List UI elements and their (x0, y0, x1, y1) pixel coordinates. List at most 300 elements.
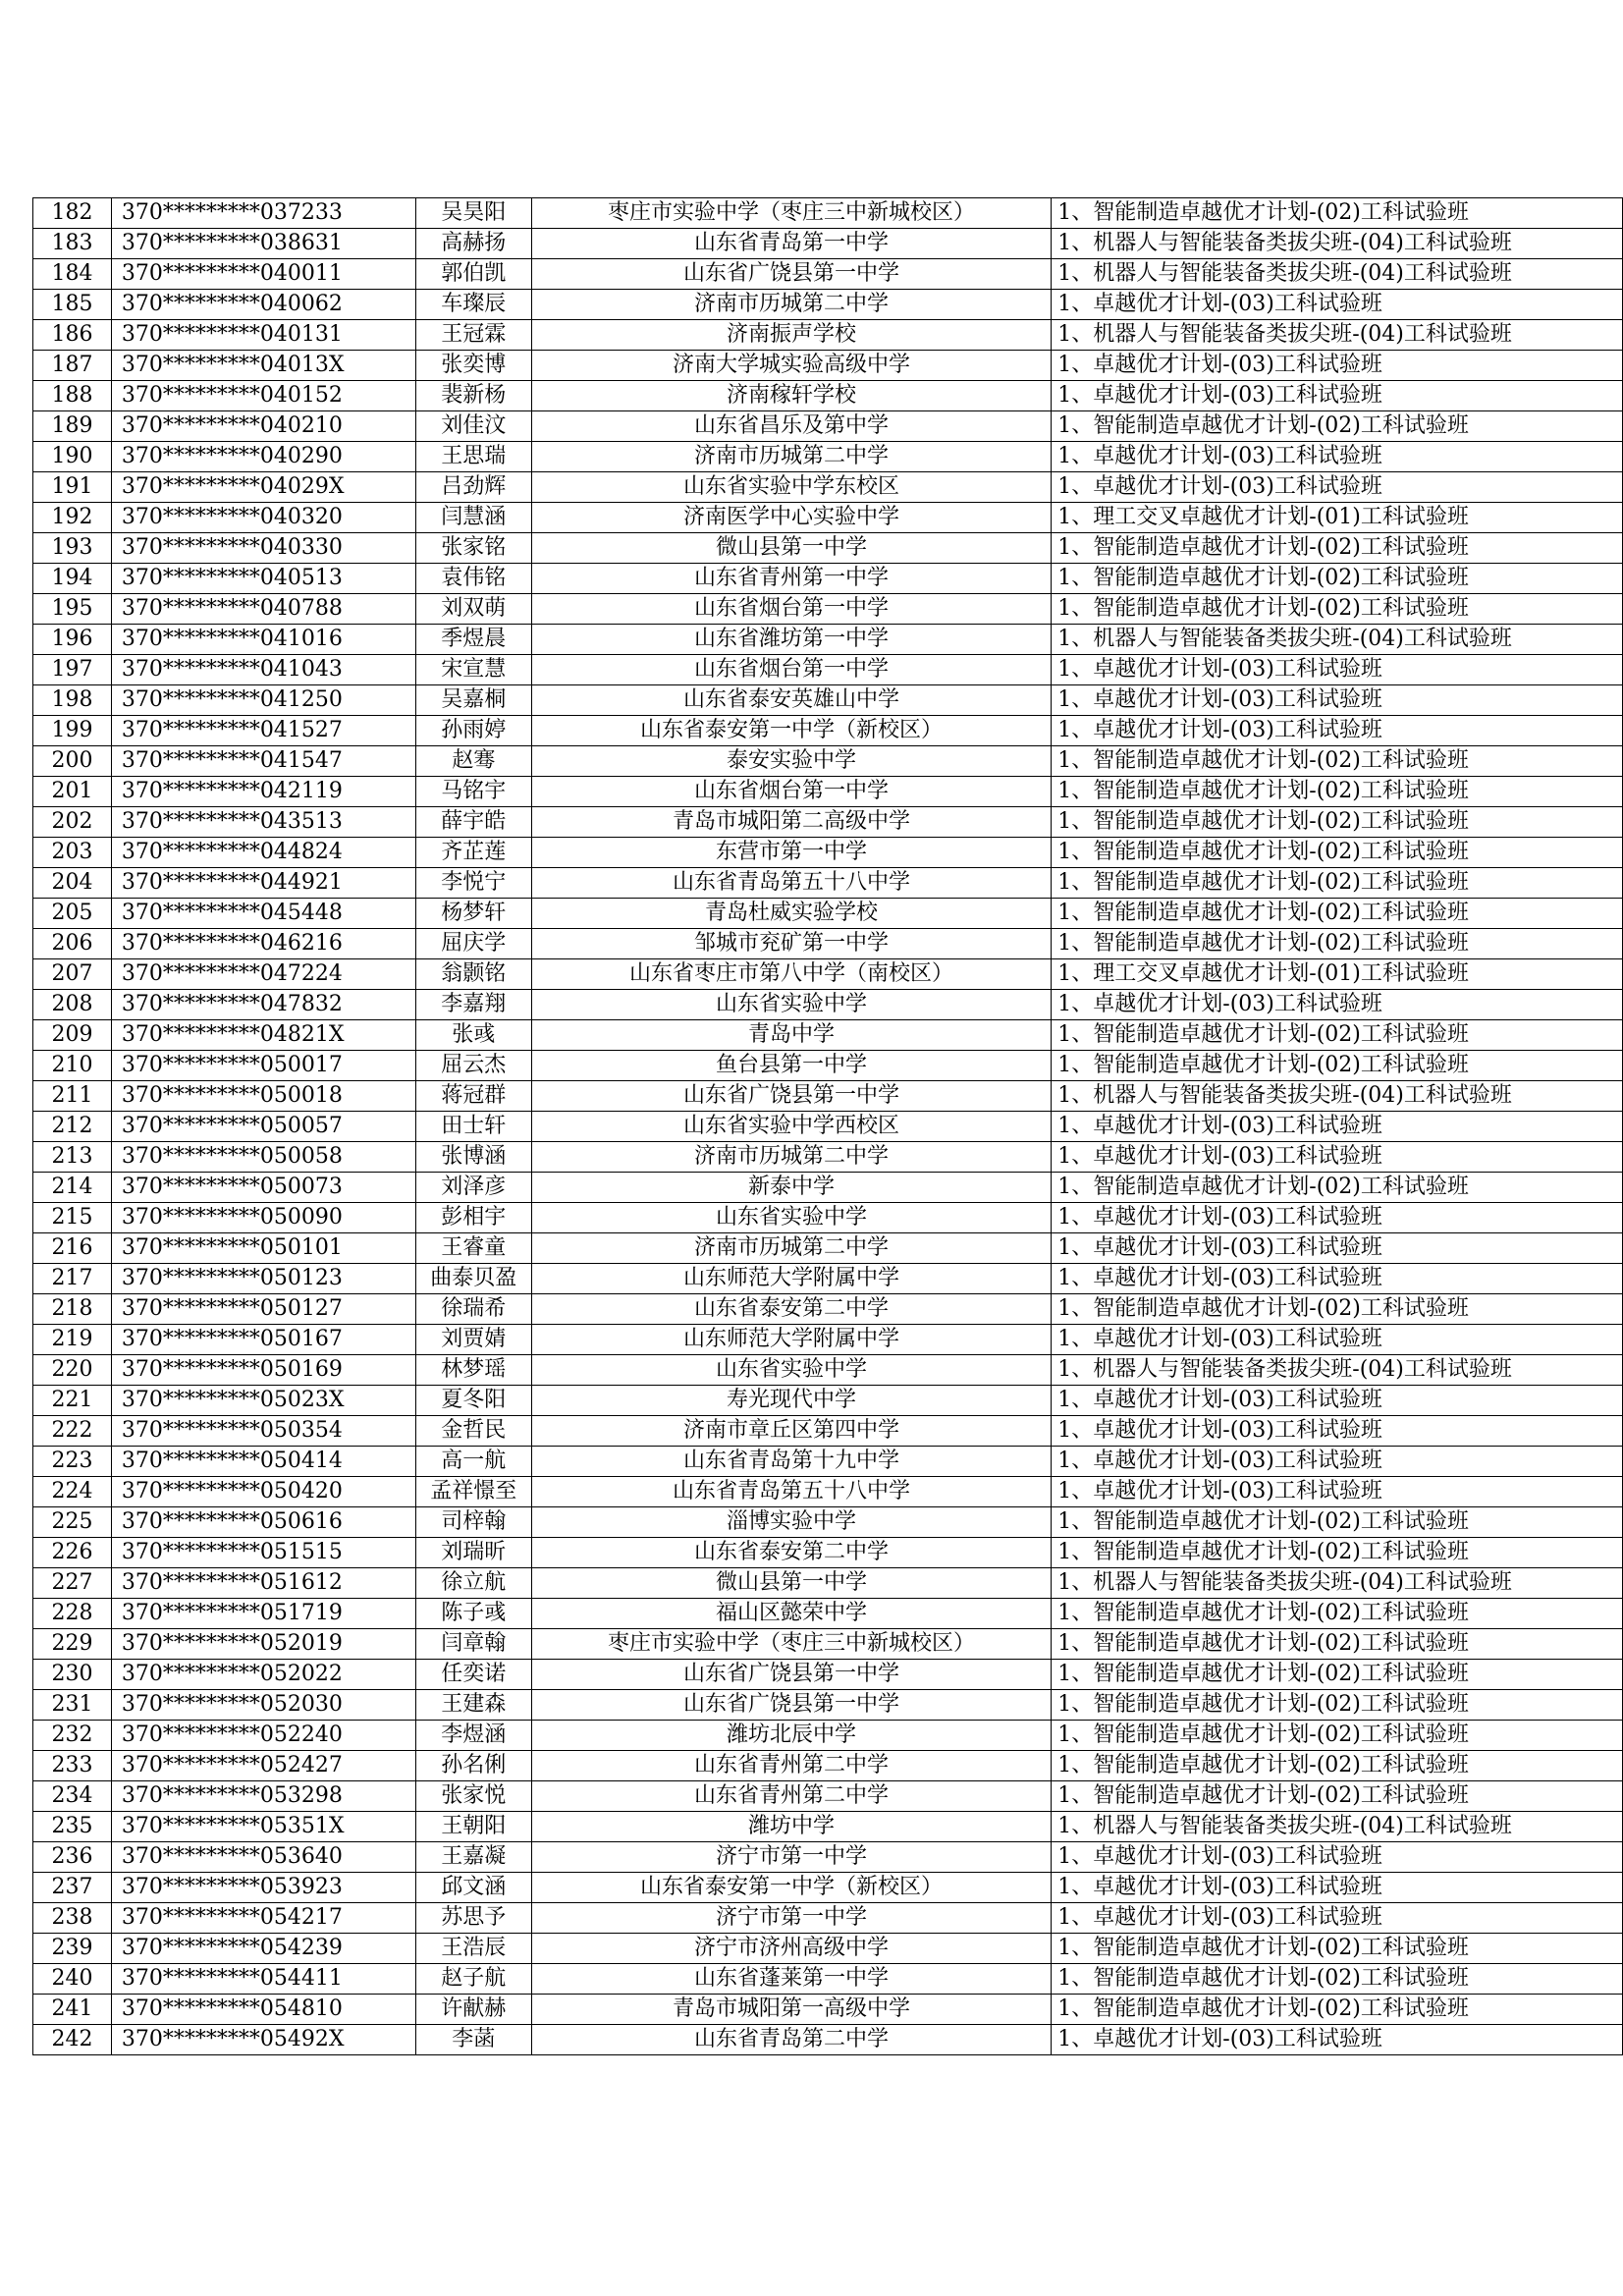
program-cell: 1、机器人与智能装备类拔尖班-(04)工科试验班 (1052, 259, 1623, 290)
school-cell: 山东省泰安英雄山中学 (531, 685, 1052, 716)
program-cell: 1、卓越优才计划-(03)工科试验班 (1052, 685, 1623, 716)
id-number-cell: 370*********050017 (111, 1051, 415, 1081)
id-number-cell: 370*********045448 (111, 899, 415, 929)
table-row (33, 503, 1623, 533)
id-number-cell: 370*********050354 (111, 1416, 415, 1447)
row-number-cell: 234 (33, 1781, 112, 1812)
school-cell: 山东省青州第二中学 (531, 1781, 1052, 1812)
row-number-cell: 239 (33, 1934, 112, 1964)
id-number-cell: 370*********040330 (111, 533, 415, 564)
table-row (33, 1812, 1623, 1842)
id-number-cell: 370*********047224 (111, 959, 415, 990)
program-cell: 1、理工交叉卓越优才计划-(01)工科试验班 (1052, 959, 1623, 990)
student-name-cell: 翁颢铭 (415, 959, 531, 990)
program-cell: 1、智能制造卓越优才计划-(02)工科试验班 (1052, 1721, 1623, 1751)
id-number-cell: 370*********054411 (111, 1964, 415, 1995)
row-number-cell: 231 (33, 1690, 112, 1721)
program-cell: 1、智能制造卓越优才计划-(02)工科试验班 (1052, 899, 1623, 929)
id-number-cell: 370*********053923 (111, 1873, 415, 1903)
id-number-cell: 370*********050057 (111, 1112, 415, 1142)
id-number-cell: 370*********050058 (111, 1142, 415, 1173)
id-number-cell: 370*********042119 (111, 777, 415, 807)
student-name-cell: 孟祥憬至 (415, 1477, 531, 1507)
id-number-cell: 370*********051719 (111, 1599, 415, 1629)
id-number-cell: 370*********054810 (111, 1995, 415, 2025)
program-cell: 1、卓越优才计划-(03)工科试验班 (1052, 990, 1623, 1020)
school-cell: 山东省烟台第一中学 (531, 777, 1052, 807)
id-number-cell: 370*********054239 (111, 1934, 415, 1964)
school-cell: 济宁市济州高级中学 (531, 1934, 1052, 1964)
program-cell: 1、卓越优才计划-(03)工科试验班 (1052, 1233, 1623, 1264)
row-number-cell: 188 (33, 381, 112, 411)
school-cell: 山东省青岛第五十八中学 (531, 1477, 1052, 1507)
table-row (33, 1416, 1623, 1447)
row-number-cell: 241 (33, 1995, 112, 2025)
table-row (33, 320, 1623, 351)
student-name-cell: 王浩辰 (415, 1934, 531, 1964)
student-name-cell: 夏冬阳 (415, 1386, 531, 1416)
school-cell: 济宁市第一中学 (531, 1903, 1052, 1934)
id-number-cell: 370*********041043 (111, 655, 415, 685)
table-row (33, 929, 1623, 959)
program-cell: 1、智能制造卓越优才计划-(02)工科试验班 (1052, 838, 1623, 868)
row-number-cell: 226 (33, 1538, 112, 1568)
school-cell: 潍坊中学 (531, 1812, 1052, 1842)
school-cell: 济南振声学校 (531, 320, 1052, 351)
row-number-cell: 242 (33, 2025, 112, 2055)
student-name-cell: 刘佳汶 (415, 411, 531, 442)
table-row (33, 1721, 1623, 1751)
student-name-cell: 司梓翰 (415, 1507, 531, 1538)
id-number-cell: 370*********038631 (111, 229, 415, 259)
program-cell: 1、智能制造卓越优才计划-(02)工科试验班 (1052, 777, 1623, 807)
student-name-cell: 李煜涵 (415, 1721, 531, 1751)
program-cell: 1、机器人与智能装备类拔尖班-(04)工科试验班 (1052, 229, 1623, 259)
student-name-cell: 陈子彧 (415, 1599, 531, 1629)
student-name-cell: 李嘉翔 (415, 990, 531, 1020)
id-number-cell: 370*********04013X (111, 351, 415, 381)
program-cell: 1、智能制造卓越优才计划-(02)工科试验班 (1052, 564, 1623, 594)
id-number-cell: 370*********044824 (111, 838, 415, 868)
student-name-cell: 袁伟铭 (415, 564, 531, 594)
id-number-cell: 370*********044921 (111, 868, 415, 899)
row-number-cell: 201 (33, 777, 112, 807)
program-cell: 1、智能制造卓越优才计划-(02)工科试验班 (1052, 1051, 1623, 1081)
school-cell: 山东省青州第二中学 (531, 1751, 1052, 1781)
program-cell: 1、卓越优才计划-(03)工科试验班 (1052, 1477, 1623, 1507)
program-cell: 1、机器人与智能装备类拔尖班-(04)工科试验班 (1052, 1812, 1623, 1842)
program-cell: 1、机器人与智能装备类拔尖班-(04)工科试验班 (1052, 1355, 1623, 1386)
id-number-cell: 370*********047832 (111, 990, 415, 1020)
table-row (33, 1690, 1623, 1721)
student-name-cell: 王冠霖 (415, 320, 531, 351)
id-number-cell: 370*********050616 (111, 1507, 415, 1538)
row-number-cell: 235 (33, 1812, 112, 1842)
school-cell: 山东省青岛第五十八中学 (531, 868, 1052, 899)
school-cell: 山东省烟台第一中学 (531, 655, 1052, 685)
row-number-cell: 219 (33, 1325, 112, 1355)
table-row (33, 229, 1623, 259)
table-row (33, 1842, 1623, 1873)
school-cell: 山东省青岛第一中学 (531, 229, 1052, 259)
student-name-cell: 孙雨婷 (415, 716, 531, 746)
table-row (33, 1173, 1623, 1203)
table-row (33, 1903, 1623, 1934)
school-cell: 山东省昌乐及第中学 (531, 411, 1052, 442)
school-cell: 枣庄市实验中学（枣庄三中新城校区） (531, 198, 1052, 229)
table-row (33, 777, 1623, 807)
school-cell: 山东省实验中学 (531, 990, 1052, 1020)
student-name-cell: 高一航 (415, 1447, 531, 1477)
table-row (33, 1203, 1623, 1233)
school-cell: 山东省枣庄市第八中学（南校区） (531, 959, 1052, 990)
program-cell: 1、卓越优才计划-(03)工科试验班 (1052, 472, 1623, 503)
student-name-cell: 王建森 (415, 1690, 531, 1721)
table-row (33, 2025, 1623, 2055)
id-number-cell: 370*********040210 (111, 411, 415, 442)
table-row (33, 1081, 1623, 1112)
table-row (33, 1294, 1623, 1325)
program-cell: 1、智能制造卓越优才计划-(02)工科试验班 (1052, 198, 1623, 229)
row-number-cell: 238 (33, 1903, 112, 1934)
student-name-cell: 张彧 (415, 1020, 531, 1051)
id-number-cell: 370*********040062 (111, 290, 415, 320)
row-number-cell: 187 (33, 351, 112, 381)
school-cell: 青岛市城阳第二高级中学 (531, 807, 1052, 838)
row-number-cell: 211 (33, 1081, 112, 1112)
school-cell: 济南大学城实验高级中学 (531, 351, 1052, 381)
school-cell: 济南医学中心实验中学 (531, 503, 1052, 533)
program-cell: 1、智能制造卓越优才计划-(02)工科试验班 (1052, 1964, 1623, 1995)
id-number-cell: 370*********052019 (111, 1629, 415, 1660)
row-number-cell: 209 (33, 1020, 112, 1051)
student-name-cell: 刘泽彦 (415, 1173, 531, 1203)
student-name-cell: 王朝阳 (415, 1812, 531, 1842)
student-name-cell: 赵骞 (415, 746, 531, 777)
student-name-cell: 杨梦轩 (415, 899, 531, 929)
id-number-cell: 370*********040131 (111, 320, 415, 351)
student-name-cell: 吕劲辉 (415, 472, 531, 503)
program-cell: 1、理工交叉卓越优才计划-(01)工科试验班 (1052, 503, 1623, 533)
program-cell: 1、机器人与智能装备类拔尖班-(04)工科试验班 (1052, 320, 1623, 351)
school-cell: 青岛中学 (531, 1020, 1052, 1051)
table-row (33, 655, 1623, 685)
table-row (33, 472, 1623, 503)
school-cell: 济南市历城第二中学 (531, 1142, 1052, 1173)
school-cell: 济南市历城第二中学 (531, 290, 1052, 320)
student-name-cell: 裴新杨 (415, 381, 531, 411)
table-row (33, 1599, 1623, 1629)
row-number-cell: 196 (33, 625, 112, 655)
table-row (33, 442, 1623, 472)
row-number-cell: 198 (33, 685, 112, 716)
id-number-cell: 370*********052427 (111, 1751, 415, 1781)
school-cell: 山东省蓬莱第一中学 (531, 1964, 1052, 1995)
student-name-cell: 邱文涵 (415, 1873, 531, 1903)
row-number-cell: 222 (33, 1416, 112, 1447)
id-number-cell: 370*********050123 (111, 1264, 415, 1294)
id-number-cell: 370*********041250 (111, 685, 415, 716)
table-row (33, 1477, 1623, 1507)
school-cell: 邹城市兖矿第一中学 (531, 929, 1052, 959)
row-number-cell: 194 (33, 564, 112, 594)
table-row (33, 1142, 1623, 1173)
id-number-cell: 370*********041527 (111, 716, 415, 746)
table-row (33, 411, 1623, 442)
student-name-cell: 孙名俐 (415, 1751, 531, 1781)
id-number-cell: 370*********04821X (111, 1020, 415, 1051)
table-row (33, 1020, 1623, 1051)
program-cell: 1、卓越优才计划-(03)工科试验班 (1052, 1842, 1623, 1873)
table-row (33, 533, 1623, 564)
school-cell: 山东省实验中学西校区 (531, 1112, 1052, 1142)
student-name-cell: 齐芷莲 (415, 838, 531, 868)
row-number-cell: 216 (33, 1233, 112, 1264)
row-number-cell: 228 (33, 1599, 112, 1629)
table-row (33, 259, 1623, 290)
id-number-cell: 370*********050073 (111, 1173, 415, 1203)
program-cell: 1、智能制造卓越优才计划-(02)工科试验班 (1052, 411, 1623, 442)
school-cell: 山东省实验中学 (531, 1203, 1052, 1233)
table-row (33, 1568, 1623, 1599)
table-row (33, 1660, 1623, 1690)
table-row (33, 381, 1623, 411)
id-number-cell: 370*********040152 (111, 381, 415, 411)
student-name-cell: 闫章翰 (415, 1629, 531, 1660)
student-name-cell: 刘贾婧 (415, 1325, 531, 1355)
program-cell: 1、卓越优才计划-(03)工科试验班 (1052, 442, 1623, 472)
row-number-cell: 192 (33, 503, 112, 533)
program-cell: 1、智能制造卓越优才计划-(02)工科试验班 (1052, 1173, 1623, 1203)
program-cell: 1、智能制造卓越优才计划-(02)工科试验班 (1052, 1690, 1623, 1721)
program-cell: 1、智能制造卓越优才计划-(02)工科试验班 (1052, 1781, 1623, 1812)
table-row (33, 1629, 1623, 1660)
row-number-cell: 199 (33, 716, 112, 746)
program-cell: 1、卓越优才计划-(03)工科试验班 (1052, 381, 1623, 411)
student-name-cell: 曲泰贝盈 (415, 1264, 531, 1294)
table-row (33, 625, 1623, 655)
school-cell: 淄博实验中学 (531, 1507, 1052, 1538)
table-row (33, 746, 1623, 777)
program-cell: 1、机器人与智能装备类拔尖班-(04)工科试验班 (1052, 1081, 1623, 1112)
row-number-cell: 240 (33, 1964, 112, 1995)
row-number-cell: 237 (33, 1873, 112, 1903)
id-number-cell: 370*********051612 (111, 1568, 415, 1599)
row-number-cell: 214 (33, 1173, 112, 1203)
admission-list-table (32, 197, 1623, 2055)
table-row (33, 1386, 1623, 1416)
school-cell: 东营市第一中学 (531, 838, 1052, 868)
id-number-cell: 370*********040320 (111, 503, 415, 533)
student-name-cell: 吴昊阳 (415, 198, 531, 229)
program-cell: 1、智能制造卓越优才计划-(02)工科试验班 (1052, 1538, 1623, 1568)
school-cell: 济南市历城第二中学 (531, 1233, 1052, 1264)
id-number-cell: 370*********05351X (111, 1812, 415, 1842)
program-cell: 1、卓越优才计划-(03)工科试验班 (1052, 655, 1623, 685)
table-row (33, 1355, 1623, 1386)
id-number-cell: 370*********052240 (111, 1721, 415, 1751)
school-cell: 山东省实验中学 (531, 1355, 1052, 1386)
school-cell: 青岛市城阳第一高级中学 (531, 1995, 1052, 2025)
row-number-cell: 212 (33, 1112, 112, 1142)
school-cell: 微山县第一中学 (531, 1568, 1052, 1599)
table-row (33, 807, 1623, 838)
school-cell: 山东省实验中学东校区 (531, 472, 1052, 503)
id-number-cell: 370*********050167 (111, 1325, 415, 1355)
row-number-cell: 227 (33, 1568, 112, 1599)
student-name-cell: 季煜晨 (415, 625, 531, 655)
school-cell: 济宁市第一中学 (531, 1842, 1052, 1873)
school-cell: 山东省广饶县第一中学 (531, 1081, 1052, 1112)
student-name-cell: 王思瑞 (415, 442, 531, 472)
row-number-cell: 233 (33, 1751, 112, 1781)
student-name-cell: 王睿童 (415, 1233, 531, 1264)
school-cell: 新泰中学 (531, 1173, 1052, 1203)
id-number-cell: 370*********050101 (111, 1233, 415, 1264)
row-number-cell: 218 (33, 1294, 112, 1325)
id-number-cell: 370*********051515 (111, 1538, 415, 1568)
student-name-cell: 赵子航 (415, 1964, 531, 1995)
row-number-cell: 183 (33, 229, 112, 259)
table-row (33, 1751, 1623, 1781)
table-body (33, 198, 1623, 2055)
table-row (33, 1964, 1623, 1995)
id-number-cell: 370*********052030 (111, 1690, 415, 1721)
row-number-cell: 217 (33, 1264, 112, 1294)
table-row (33, 1233, 1623, 1264)
id-number-cell: 370*********040290 (111, 442, 415, 472)
program-cell: 1、卓越优才计划-(03)工科试验班 (1052, 1447, 1623, 1477)
row-number-cell: 191 (33, 472, 112, 503)
row-number-cell: 205 (33, 899, 112, 929)
school-cell: 枣庄市实验中学（枣庄三中新城校区） (531, 1629, 1052, 1660)
program-cell: 1、智能制造卓越优才计划-(02)工科试验班 (1052, 533, 1623, 564)
table-row (33, 290, 1623, 320)
program-cell: 1、卓越优才计划-(03)工科试验班 (1052, 290, 1623, 320)
table-row (33, 564, 1623, 594)
school-cell: 青岛杜威实验学校 (531, 899, 1052, 929)
student-name-cell: 苏思予 (415, 1903, 531, 1934)
school-cell: 山东省泰安第二中学 (531, 1538, 1052, 1568)
table-row (33, 1112, 1623, 1142)
school-cell: 济南稼轩学校 (531, 381, 1052, 411)
student-name-cell: 彭相宇 (415, 1203, 531, 1233)
row-number-cell: 206 (33, 929, 112, 959)
id-number-cell: 370*********041547 (111, 746, 415, 777)
program-cell: 1、智能制造卓越优才计划-(02)工科试验班 (1052, 1660, 1623, 1690)
program-cell: 1、智能制造卓越优才计划-(02)工科试验班 (1052, 929, 1623, 959)
program-cell: 1、智能制造卓越优才计划-(02)工科试验班 (1052, 868, 1623, 899)
program-cell: 1、卓越优才计划-(03)工科试验班 (1052, 1142, 1623, 1173)
table-row (33, 1781, 1623, 1812)
student-name-cell: 徐瑞希 (415, 1294, 531, 1325)
student-name-cell: 薛宇皓 (415, 807, 531, 838)
school-cell: 山东省青岛第十九中学 (531, 1447, 1052, 1477)
table-row (33, 868, 1623, 899)
program-cell: 1、卓越优才计划-(03)工科试验班 (1052, 1264, 1623, 1294)
table-row (33, 1264, 1623, 1294)
table-row (33, 1507, 1623, 1538)
student-name-cell: 闫慧涵 (415, 503, 531, 533)
row-number-cell: 229 (33, 1629, 112, 1660)
program-cell: 1、智能制造卓越优才计划-(02)工科试验班 (1052, 807, 1623, 838)
program-cell: 1、卓越优才计划-(03)工科试验班 (1052, 1112, 1623, 1142)
program-cell: 1、智能制造卓越优才计划-(02)工科试验班 (1052, 1020, 1623, 1051)
student-name-cell: 屈云杰 (415, 1051, 531, 1081)
row-number-cell: 213 (33, 1142, 112, 1173)
table-row (33, 899, 1623, 929)
table-row (33, 1447, 1623, 1477)
student-name-cell: 徐立航 (415, 1568, 531, 1599)
row-number-cell: 189 (33, 411, 112, 442)
id-number-cell: 370*********04029X (111, 472, 415, 503)
program-cell: 1、卓越优才计划-(03)工科试验班 (1052, 1416, 1623, 1447)
row-number-cell: 207 (33, 959, 112, 990)
program-cell: 1、卓越优才计划-(03)工科试验班 (1052, 2025, 1623, 2055)
table-row (33, 1325, 1623, 1355)
student-name-cell: 张家铭 (415, 533, 531, 564)
row-number-cell: 184 (33, 259, 112, 290)
row-number-cell: 210 (33, 1051, 112, 1081)
program-cell: 1、智能制造卓越优才计划-(02)工科试验班 (1052, 1751, 1623, 1781)
school-cell: 山东师范大学附属中学 (531, 1325, 1052, 1355)
id-number-cell: 370*********040011 (111, 259, 415, 290)
program-cell: 1、卓越优才计划-(03)工科试验班 (1052, 1325, 1623, 1355)
school-cell: 泰安实验中学 (531, 746, 1052, 777)
program-cell: 1、卓越优才计划-(03)工科试验班 (1052, 1873, 1623, 1903)
row-number-cell: 185 (33, 290, 112, 320)
row-number-cell: 202 (33, 807, 112, 838)
student-name-cell: 蒋冠群 (415, 1081, 531, 1112)
school-cell: 山东省泰安第二中学 (531, 1294, 1052, 1325)
student-name-cell: 田士轩 (415, 1112, 531, 1142)
school-cell: 山东省烟台第一中学 (531, 594, 1052, 625)
table-row (33, 716, 1623, 746)
row-number-cell: 221 (33, 1386, 112, 1416)
student-name-cell: 宋宣慧 (415, 655, 531, 685)
school-cell: 微山县第一中学 (531, 533, 1052, 564)
table-row (33, 990, 1623, 1020)
table-row (33, 1995, 1623, 2025)
school-cell: 山东省泰安第一中学（新校区） (531, 716, 1052, 746)
student-name-cell: 高赫扬 (415, 229, 531, 259)
school-cell: 山东省广饶县第一中学 (531, 1690, 1052, 1721)
id-number-cell: 370*********05492X (111, 2025, 415, 2055)
row-number-cell: 195 (33, 594, 112, 625)
student-name-cell: 林梦瑶 (415, 1355, 531, 1386)
student-name-cell: 许献赫 (415, 1995, 531, 2025)
row-number-cell: 182 (33, 198, 112, 229)
row-number-cell: 190 (33, 442, 112, 472)
id-number-cell: 370*********050169 (111, 1355, 415, 1386)
id-number-cell: 370*********050018 (111, 1081, 415, 1112)
program-cell: 1、机器人与智能装备类拔尖班-(04)工科试验班 (1052, 625, 1623, 655)
row-number-cell: 224 (33, 1477, 112, 1507)
row-number-cell: 215 (33, 1203, 112, 1233)
row-number-cell: 225 (33, 1507, 112, 1538)
row-number-cell: 223 (33, 1447, 112, 1477)
program-cell: 1、卓越优才计划-(03)工科试验班 (1052, 351, 1623, 381)
id-number-cell: 370*********052022 (111, 1660, 415, 1690)
student-name-cell: 李悦宁 (415, 868, 531, 899)
program-cell: 1、卓越优才计划-(03)工科试验班 (1052, 1386, 1623, 1416)
student-name-cell: 任奕诺 (415, 1660, 531, 1690)
table-row (33, 351, 1623, 381)
row-number-cell: 232 (33, 1721, 112, 1751)
student-name-cell: 车璨辰 (415, 290, 531, 320)
student-name-cell: 刘瑞昕 (415, 1538, 531, 1568)
row-number-cell: 204 (33, 868, 112, 899)
